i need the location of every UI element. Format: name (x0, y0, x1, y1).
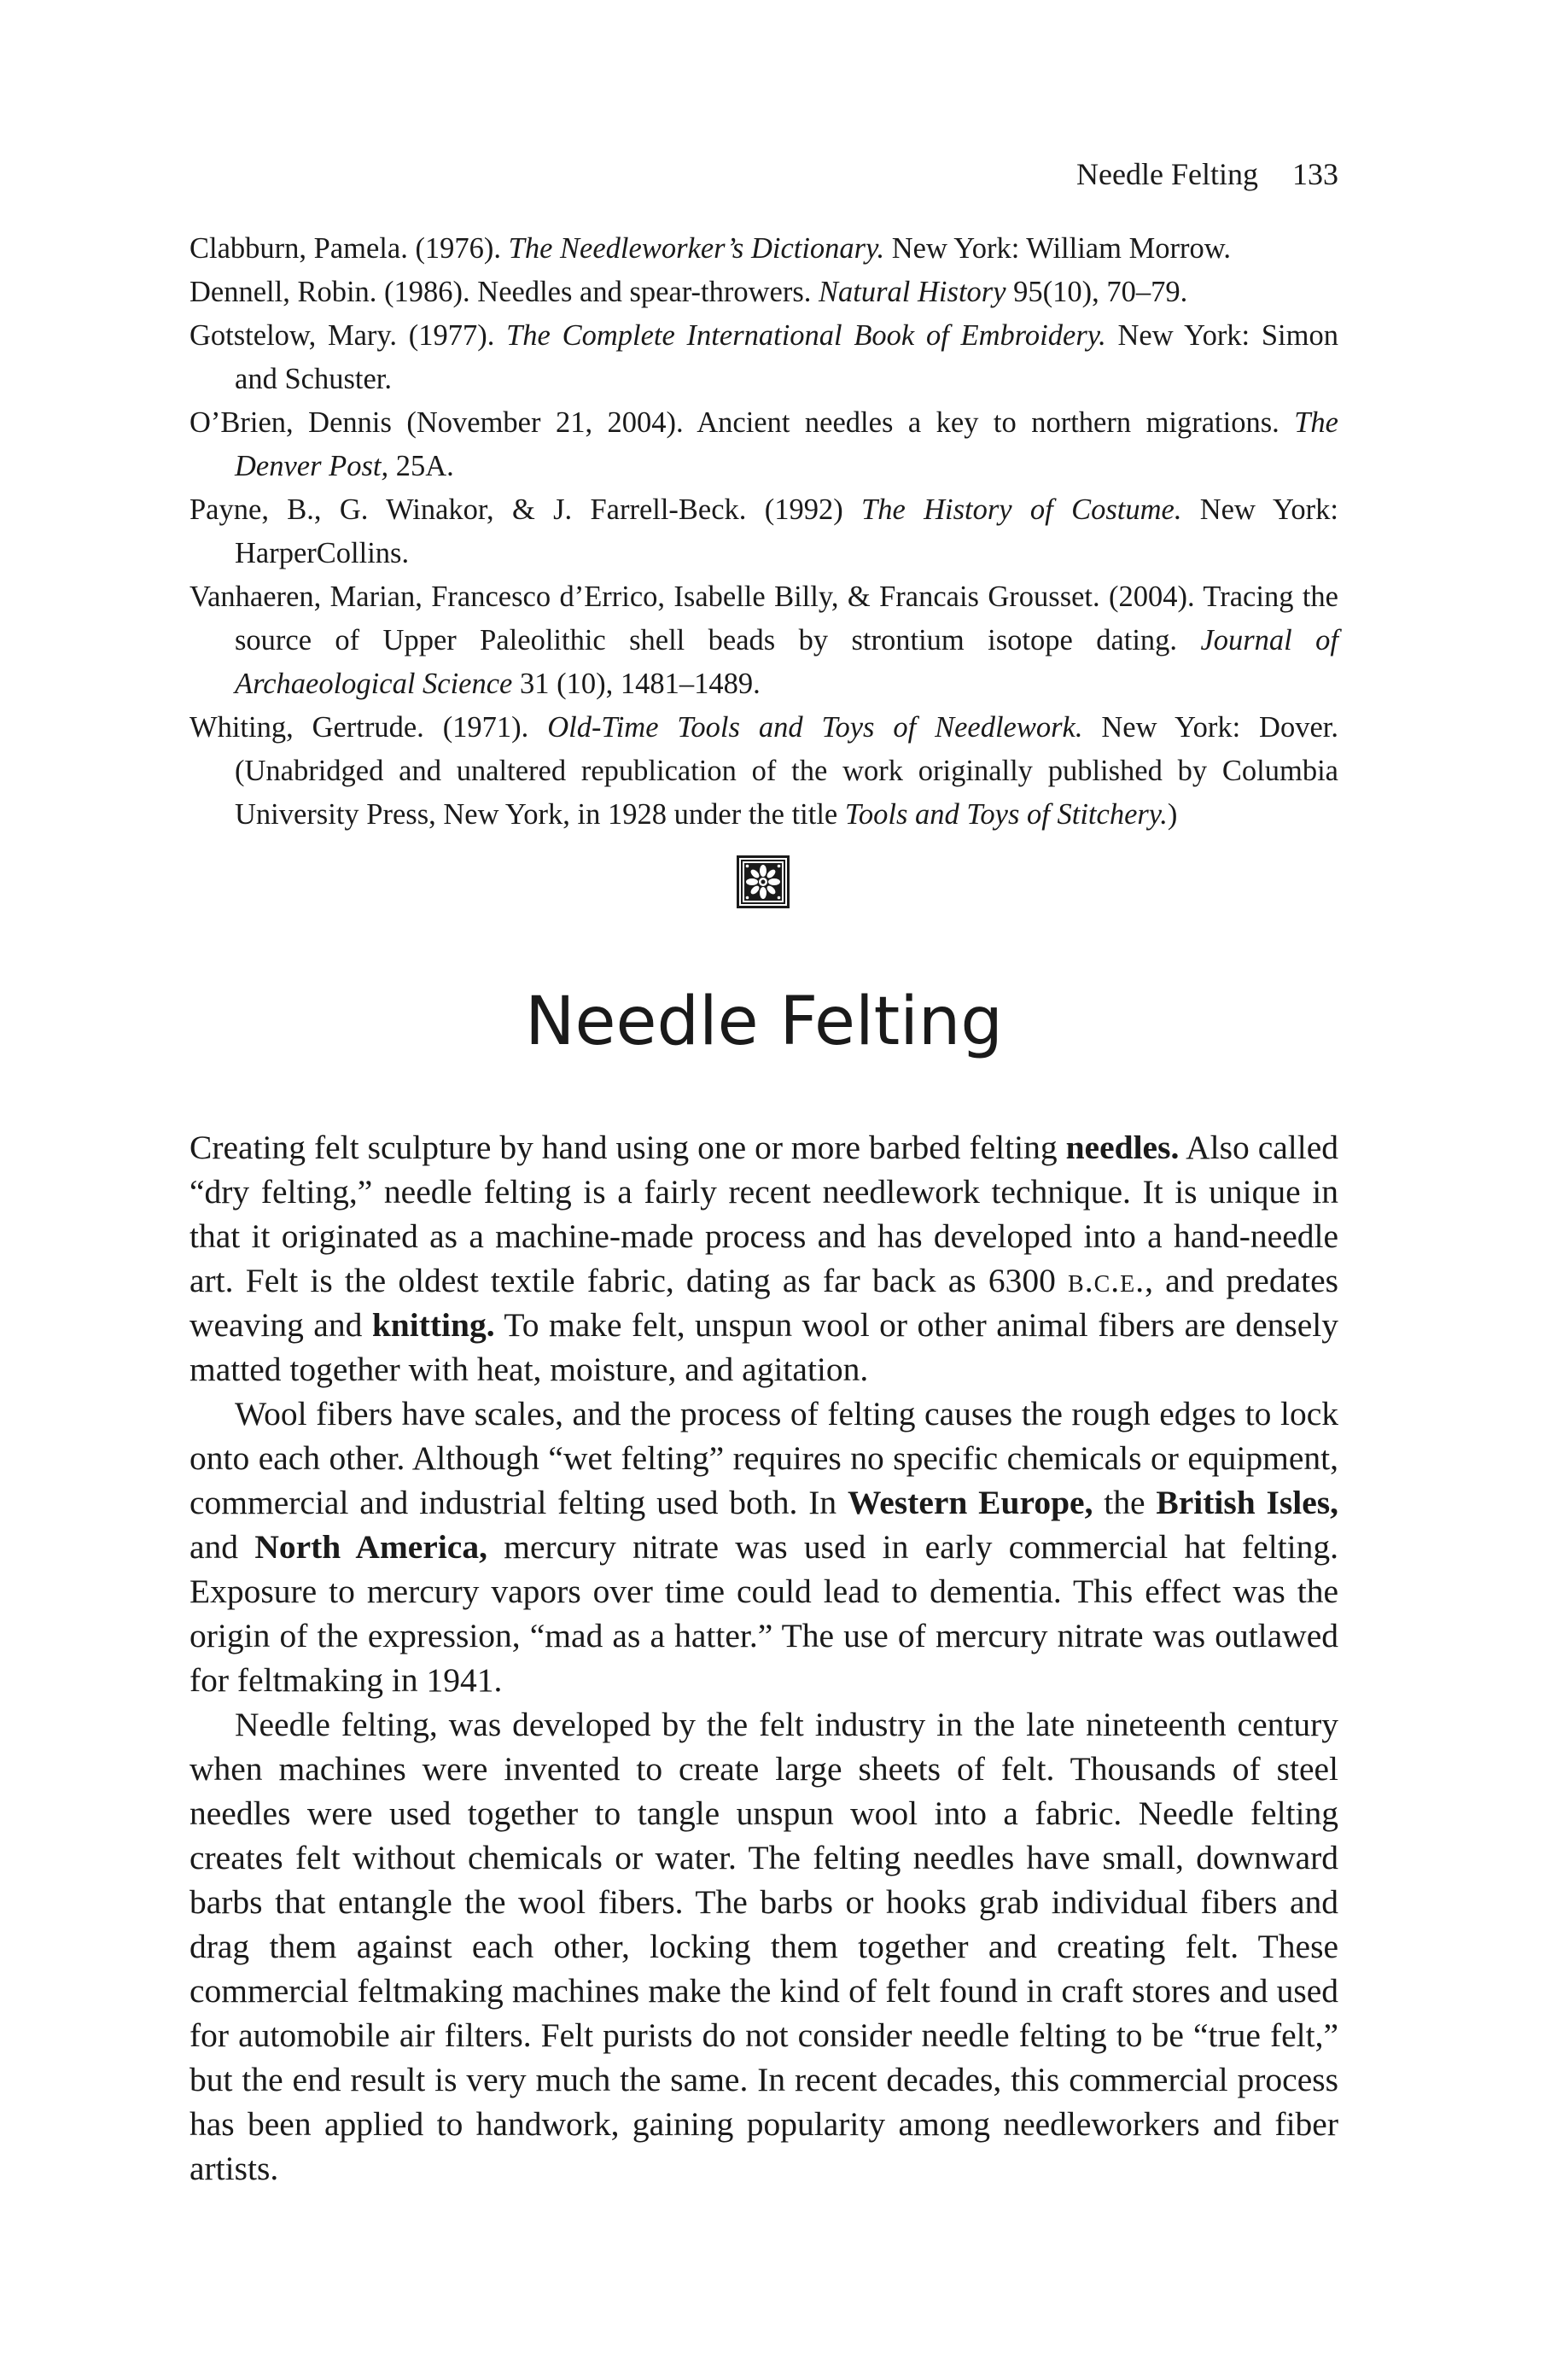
paragraph (189, 1125, 1338, 1392)
reference-list (189, 227, 1338, 837)
reference-text: Clabburn, Pamela. (1976). (189, 232, 509, 265)
reference-title: Journal of Archaeological Science (235, 624, 1338, 700)
cross-reference-needles: needles. (1065, 1129, 1180, 1166)
reference-entry (189, 401, 1338, 488)
reference-text: O’Brien, Dennis (November 21, 2004). Ancient needles a key to northern migrations. (189, 406, 1295, 439)
reference-entry (189, 488, 1338, 575)
reference-entry (189, 271, 1338, 314)
section-title: Needle Felting (525, 983, 1003, 1060)
reference-text: New York: William Morrow. (884, 232, 1232, 265)
reference-title: The History of Costume. (861, 493, 1182, 526)
reference-text: Payne, B., G. Winakor, & J. Farrell-Beck. (1992) (189, 493, 862, 526)
reference-text: 95(10), 70–79. (1006, 276, 1188, 308)
text-run: mercury nitrate was used in early commercial hat felting. Exposure to mercury vapors over time could lead to dementia. This effect was the origin of the expression, “mad as a hatter.” The use of mercury nitrate was outlawed for feltmaking in 1941. (189, 1528, 1338, 1699)
reference-entry (189, 227, 1338, 271)
cross-reference-western-europe: Western Europe, (847, 1484, 1093, 1521)
cross-reference-knitting: knitting. (371, 1306, 495, 1344)
text-run: Wool fibers have scales, and the process of felting causes the rough edges to lock onto each other. Although “wet felting” requires no specific chemicals or equipment, commercial and industrial felting used both. In (189, 1395, 1338, 1521)
reference-text: New York: Simon and Schuster. (235, 319, 1338, 395)
text-run: To make felt, unspun wool or other animal fibers are densely matted together with heat, moisture, and agitation. (189, 1306, 1338, 1388)
reference-text: Dennell, Robin. (1986). Needles and spear-throwers. (189, 276, 819, 308)
era-abbreviation: b.c.e. (1068, 1262, 1145, 1299)
text-run: , and predates weaving and (189, 1262, 1338, 1344)
reference-entry (189, 706, 1338, 837)
cross-reference-british-isles: British Isles, (1156, 1484, 1338, 1521)
running-head (189, 155, 1338, 193)
reference-title: Tools and Toys of Stitchery. (844, 798, 1168, 831)
text-run: the (1093, 1484, 1157, 1521)
reference-title: The Complete International Book of Embroidery. (506, 319, 1106, 352)
reference-text: New York: Dover. (Unabridged and unaltered republication of the work originally published by Columbia University Press, New York, in 1928 under the title (235, 711, 1338, 831)
reference-title: Natural History (819, 276, 1006, 308)
reference-title: Old-Time Tools and Toys of Needlework. (547, 711, 1083, 744)
reference-text: 31 (10), 1481–1489. (512, 668, 761, 700)
paragraph (189, 1392, 1338, 1702)
paragraph: Needle felting, was developed by the felt industry in the late nineteenth century when machines were invented to create large sheets of felt. Thousands of steel needles were used together to tangle unspun wool into a fabric. Needle felting creates felt without chemicals or water. The felting needles have small, downward barbs that entangle the wool fibers. The barbs or hooks grab individual fibers and drag them against each other, locking them together and creating felt. These commercial feltmaking machines make the kind of felt found in craft stores and used for automobile air filters. Felt purists do not consider needle felting to be “true felt,” but the end result is very much the same. In recent decades, this commercial process has been applied to handwork, gaining popularity among needleworkers and fiber artists. (189, 1706, 1338, 2187)
reference-entry (189, 575, 1338, 706)
reference-text: Gotstelow, Mary. (1977). (189, 319, 507, 352)
reference-text: New York: HarperCollins. (235, 493, 1338, 569)
reference-text: 25A. (388, 450, 454, 482)
reference-title: The Denver Post, (235, 406, 1338, 482)
reference-title: The Needleworker’s Dictionary. (508, 232, 885, 265)
page-number: 133 (1292, 157, 1338, 191)
text-run: Creating felt sculpture by hand using one or more barbed felting (189, 1129, 1066, 1166)
reference-entry (189, 314, 1338, 401)
square-rosette-ornament-icon (737, 855, 790, 908)
reference-text: Vanhaeren, Marian, Francesco d’Errico, Isabelle Billy, & Francais Grousset. (2004). Tracing the source of Upper Paleolithic shell beads by strontium isotope dating. (189, 581, 1338, 656)
reference-text: ) (1167, 798, 1178, 831)
text-run: Also called “dry felting,” needle felting is a fairly recent needlework technique. It is unique in that it originated as a machine-made process and has developed into a hand-needle art. Felt is the oldest textile fabric, dating as far back as 6300 (189, 1129, 1338, 1299)
article-body (189, 1125, 1338, 2191)
reference-text: Whiting, Gertrude. (1971). (189, 711, 548, 744)
running-title: Needle Felting (1076, 157, 1258, 191)
text-run: and (189, 1528, 255, 1566)
cross-reference-north-america: North America, (254, 1528, 487, 1566)
